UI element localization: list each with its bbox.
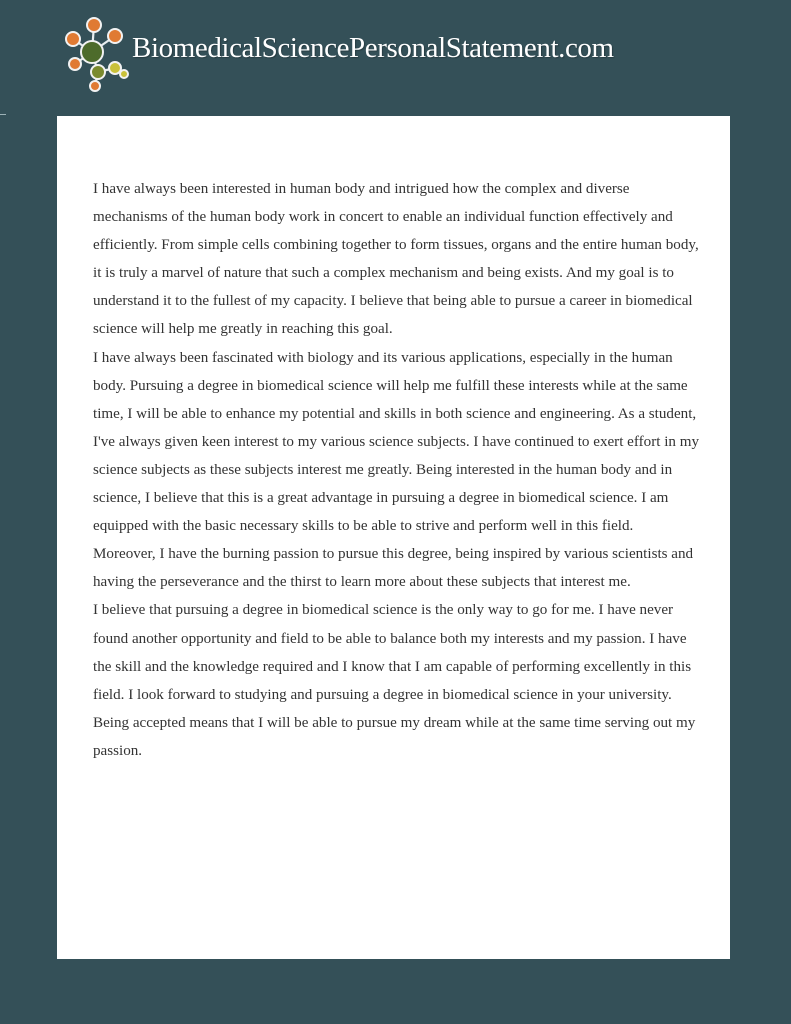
- paragraph-2: I have always been fascinated with biology and its various applications, especially in the human body. Pursuing a degree in biomedical science will help me fulfill these interests while at the same time, I will be able to enhance my potential and skills in both science and engineering. As a student, I've always given keen interest to my various science subjects. I have continued to exert effort in my science subjects as these subjects interest me greatly. Being interested in the human body and in science, I believe that this is a great advantage in pursuing a degree in biomedical science. I am equipped with the basic necessary skills to be able to strive and perform well in this field. Moreover, I have the burning passion to pursue this degree, being inspired by various scientists and having the perseverance and the thirst to learn more about these subjects that interest me.: [93, 349, 699, 591]
- site-header: [62, 14, 762, 92]
- document-page: [57, 116, 730, 959]
- site-name[interactable]: BiomedicalSciencePersonalStatement.com: [132, 32, 614, 64]
- edge-marker: [0, 114, 6, 115]
- molecule-logo-icon[interactable]: [62, 14, 132, 92]
- document-body: [93, 175, 699, 765]
- paragraph-3: I believe that pursuing a degree in biomedical science is the only way to go for me. I have never found another opportunity and field to be able to balance both my interests and my passion. I have the skill and the knowledge required and I know that I am capable of performing excellently in this field. I look forward to studying and pursuing a degree in biomedical science in your university. Being accepted means that I will be able to pursue my dream while at the same time serving out my passion.: [93, 602, 696, 759]
- paragraph-1: I have always been interested in human body and intrigued how the complex and diverse mechanisms of the human body work in concert to enable an individual function effectively and efficiently. From simple cells combining together to form tissues, organs and the entire human body, it is truly a marvel of nature that such a complex mechanism and being exists. And my goal is to understand it to the fullest of my capacity. I believe that being able to pursue a career in biomedical science will help me greatly in reaching this goal.: [93, 181, 699, 338]
